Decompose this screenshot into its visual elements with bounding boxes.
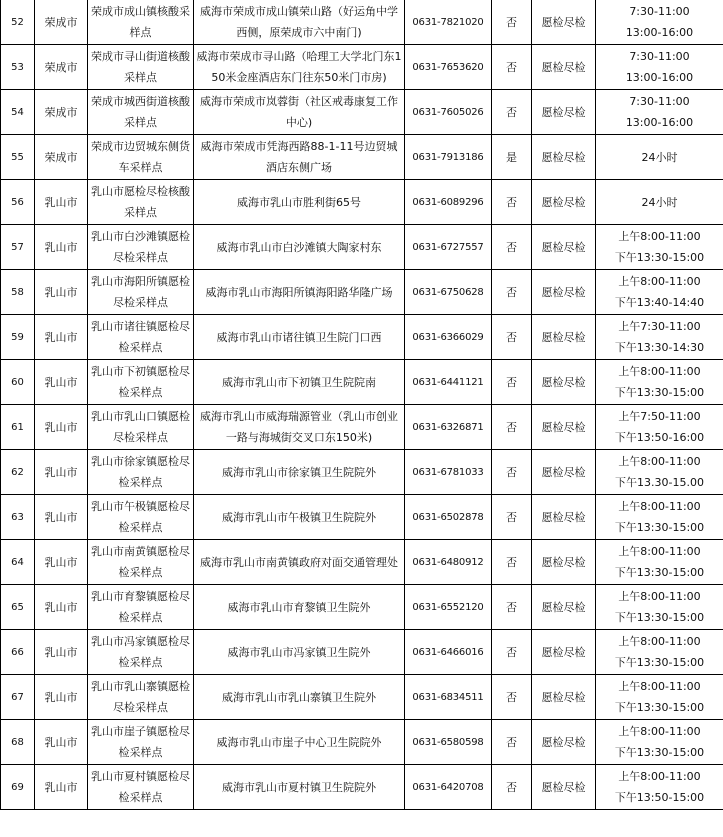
- hours-line: 上午8:00-11:00: [618, 725, 701, 738]
- scope-cell: 愿检尽检: [532, 540, 596, 585]
- address-cell: 威海市荣成市寻山路（哈理工大学北门东150米金座酒店东门往东50米门市房): [194, 45, 405, 90]
- hours-line: 上午7:30-11:00: [618, 320, 701, 333]
- address-cell: 威海市乳山市海阳所镇海阳路华隆广场: [194, 270, 405, 315]
- phone-cell: 0631-6326871: [405, 405, 492, 450]
- address-cell: 威海市荣成市凭海西路88-1-11号边贸城酒店东侧广场: [194, 135, 405, 180]
- scope-cell: 愿检尽检: [532, 225, 596, 270]
- table-row: [1, 720, 723, 765]
- hours-line: 下午13:30-15:00: [614, 746, 705, 759]
- hours-cell: [596, 585, 723, 630]
- site-name-cell: 乳山市夏村镇愿检尽检采样点: [88, 765, 194, 810]
- phone-cell: 0631-7605026: [405, 90, 492, 135]
- hours-line: 上午8:00-11:00: [618, 230, 701, 243]
- scope-cell: 愿检尽检: [532, 405, 596, 450]
- hours-cell: [596, 45, 723, 90]
- hours-cell: [596, 315, 723, 360]
- site-name-cell: 乳山市诸往镇愿检尽检采样点: [88, 315, 194, 360]
- hours-line: 下午13:30-15:00: [614, 386, 705, 399]
- hours-cell: [596, 675, 723, 720]
- hours-line: 13:00-16:00: [625, 71, 694, 84]
- city-cell: 乳山市: [35, 225, 88, 270]
- table-row: [1, 765, 723, 810]
- hours-line: 7:30-11:00: [629, 5, 690, 18]
- hours-line: 24小时: [641, 150, 678, 164]
- row-number: 53: [1, 45, 35, 90]
- city-cell: 乳山市: [35, 405, 88, 450]
- site-name-cell: 乳山市海阳所镇愿检尽检采样点: [88, 270, 194, 315]
- scope-cell: 愿检尽检: [532, 90, 596, 135]
- site-name-cell: 荣成市成山镇核酸采样点: [88, 0, 194, 45]
- fee-flag-cell: 否: [492, 405, 532, 450]
- row-number: 59: [1, 315, 35, 360]
- fee-flag-cell: 否: [492, 450, 532, 495]
- hours-cell: [596, 360, 723, 405]
- hours-line: 上午8:00-11:00: [618, 500, 701, 513]
- scope-cell: 愿检尽检: [532, 585, 596, 630]
- hours-line: 下午13.30-15.00: [615, 476, 704, 489]
- hours-cell: [596, 765, 723, 810]
- address-cell: 威海市乳山市午极镇卫生院院外: [194, 495, 405, 540]
- hours-cell: [596, 0, 723, 45]
- fee-flag-cell: 否: [492, 45, 532, 90]
- table-row: [1, 360, 723, 405]
- fee-flag-cell: 否: [492, 225, 532, 270]
- hours-line: 下午13:50-16:00: [614, 431, 705, 444]
- row-number: 65: [1, 585, 35, 630]
- row-number: 63: [1, 495, 35, 540]
- hours-cell: [596, 540, 723, 585]
- row-number: 66: [1, 630, 35, 675]
- site-name-cell: 荣成市边贸城东侧货车采样点: [88, 135, 194, 180]
- scope-cell: 愿检尽检: [532, 720, 596, 765]
- site-name-cell: 乳山市乳山口镇愿检尽检采样点: [88, 405, 194, 450]
- hours-line: 上午8:00-11:00: [618, 680, 701, 693]
- phone-cell: 0631-6480912: [405, 540, 492, 585]
- hours-line: 上午8:00-11:00: [618, 455, 701, 468]
- hours-cell: [596, 405, 723, 450]
- site-name-cell: 乳山市育黎镇愿检尽检采样点: [88, 585, 194, 630]
- hours-line: 上午8:00-11:00: [618, 365, 701, 378]
- site-name-cell: 荣成市寻山街道核酸采样点: [88, 45, 194, 90]
- site-name-cell: 乳山市冯家镇愿检尽检采样点: [88, 630, 194, 675]
- table-body: [1, 0, 723, 810]
- hours-cell: [596, 180, 723, 225]
- row-number: 64: [1, 540, 35, 585]
- hours-line: 下午13:40-14:40: [614, 296, 705, 309]
- city-cell: 乳山市: [35, 180, 88, 225]
- hours-line: 上午8:00-11:00: [618, 770, 701, 783]
- fee-flag-cell: 否: [492, 315, 532, 360]
- site-name-cell: 乳山市徐家镇愿检尽检采样点: [88, 450, 194, 495]
- fee-flag-cell: 否: [492, 630, 532, 675]
- scope-cell: 愿检尽检: [532, 270, 596, 315]
- city-cell: 乳山市: [35, 495, 88, 540]
- phone-cell: 0631-6441121: [405, 360, 492, 405]
- hours-cell: [596, 630, 723, 675]
- phone-cell: 0631-6552120: [405, 585, 492, 630]
- table-row: [1, 90, 723, 135]
- hours-line: 13:00-16:00: [625, 116, 694, 129]
- row-number: 67: [1, 675, 35, 720]
- row-number: 68: [1, 720, 35, 765]
- row-number: 56: [1, 180, 35, 225]
- city-cell: 乳山市: [35, 315, 88, 360]
- fee-flag-cell: 否: [492, 180, 532, 225]
- fee-flag-cell: 否: [492, 0, 532, 45]
- hours-cell: [596, 135, 723, 180]
- phone-cell: 0631-6466016: [405, 630, 492, 675]
- city-cell: 乳山市: [35, 720, 88, 765]
- table-row: [1, 540, 723, 585]
- hours-cell: [596, 495, 723, 540]
- hours-cell: [596, 90, 723, 135]
- scope-cell: 愿检尽检: [532, 45, 596, 90]
- table-row: [1, 495, 723, 540]
- hours-line: 下午13:30-14:30: [614, 341, 705, 354]
- scope-cell: 愿检尽检: [532, 675, 596, 720]
- fee-flag-cell: 否: [492, 720, 532, 765]
- city-cell: 荣成市: [35, 90, 88, 135]
- phone-cell: 0631-7913186: [405, 135, 492, 180]
- city-cell: 乳山市: [35, 675, 88, 720]
- scope-cell: 愿检尽检: [532, 450, 596, 495]
- table-row: [1, 0, 723, 45]
- hours-line: 下午13:50-15:00: [614, 791, 705, 804]
- hours-cell: [596, 720, 723, 765]
- city-cell: 乳山市: [35, 765, 88, 810]
- phone-cell: 0631-6781033: [405, 450, 492, 495]
- city-cell: 乳山市: [35, 270, 88, 315]
- site-name-cell: 乳山市南黄镇愿检尽检采样点: [88, 540, 194, 585]
- table-row: [1, 45, 723, 90]
- row-number: 57: [1, 225, 35, 270]
- hours-line: 上午8:00-11:00: [618, 275, 701, 288]
- site-name-cell: 乳山市午极镇愿检尽检采样点: [88, 495, 194, 540]
- site-name-cell: 乳山市愿检尽检核酸采样点: [88, 180, 194, 225]
- fee-flag-cell: 否: [492, 765, 532, 810]
- hours-line: 下午13:30-15:00: [614, 656, 705, 669]
- table-row: [1, 270, 723, 315]
- hours-line: 上午8:00-11:00: [618, 590, 701, 603]
- hours-line: 下午13:30-15:00: [614, 566, 705, 579]
- site-name-cell: 乳山市白沙滩镇愿检尽检采样点: [88, 225, 194, 270]
- phone-cell: 0631-6750628: [405, 270, 492, 315]
- table-row: [1, 315, 723, 360]
- phone-cell: 0631-6366029: [405, 315, 492, 360]
- address-cell: 威海市荣成市成山镇荣山路（好运角中学西侧，原荣成市六中南门): [194, 0, 405, 45]
- address-cell: 威海市乳山市胜利街65号: [194, 180, 405, 225]
- city-cell: 荣成市: [35, 45, 88, 90]
- row-number: 60: [1, 360, 35, 405]
- fee-flag-cell: 否: [492, 585, 532, 630]
- table-row: [1, 135, 723, 180]
- fee-flag-cell: 否: [492, 540, 532, 585]
- address-cell: 威海市乳山市夏村镇卫生院院外: [194, 765, 405, 810]
- hours-line: 上午8:00-11:00: [618, 635, 701, 648]
- table-row: [1, 225, 723, 270]
- row-number: 55: [1, 135, 35, 180]
- table-row: [1, 405, 723, 450]
- hours-line: 上午8:00-11:00: [618, 545, 701, 558]
- address-cell: 威海市乳山市育黎镇卫生院外: [194, 585, 405, 630]
- site-name-cell: 乳山市崖子镇愿检尽检采样点: [88, 720, 194, 765]
- city-cell: 乳山市: [35, 450, 88, 495]
- fee-flag-cell: 否: [492, 90, 532, 135]
- address-cell: 威海市乳山市南黄镇政府对面交通管理处: [194, 540, 405, 585]
- hours-line: 下午13:30-15:00: [614, 701, 705, 714]
- row-number: 58: [1, 270, 35, 315]
- address-cell: 威海市乳山市乳山寨镇卫生院外: [194, 675, 405, 720]
- phone-cell: 0631-6420708: [405, 765, 492, 810]
- hours-line: 下午13:30-15:00: [614, 611, 705, 624]
- scope-cell: 愿检尽检: [532, 495, 596, 540]
- hours-line: 7:30-11:00: [629, 50, 690, 63]
- phone-cell: 0631-6580598: [405, 720, 492, 765]
- address-cell: 威海市乳山市徐家镇卫生院院外: [194, 450, 405, 495]
- phone-cell: 0631-6089296: [405, 180, 492, 225]
- city-cell: 乳山市: [35, 585, 88, 630]
- scope-cell: 愿检尽检: [532, 360, 596, 405]
- phone-cell: 0631-7821020: [405, 0, 492, 45]
- site-name-cell: 乳山市下初镇愿检尽检采样点: [88, 360, 194, 405]
- address-cell: 威海市乳山市冯家镇卫生院外: [194, 630, 405, 675]
- hours-line: 24小时: [641, 195, 678, 209]
- city-cell: 乳山市: [35, 360, 88, 405]
- hours-line: 13:00-16:00: [625, 26, 694, 39]
- hours-line: 下午13:30-15:00: [614, 251, 705, 264]
- phone-cell: 0631-6502878: [405, 495, 492, 540]
- row-number: 69: [1, 765, 35, 810]
- scope-cell: 愿检尽检: [532, 0, 596, 45]
- address-cell: 威海市乳山市白沙滩镇大陶家村东: [194, 225, 405, 270]
- fee-flag-cell: 否: [492, 675, 532, 720]
- fee-flag-cell: 否: [492, 495, 532, 540]
- scope-cell: 愿检尽检: [532, 630, 596, 675]
- hours-cell: [596, 225, 723, 270]
- address-cell: 威海市乳山市威海瑞源管业（乳山市创业一路与海城街交叉口东150米): [194, 405, 405, 450]
- site-name-cell: 乳山市乳山寨镇愿检尽检采样点: [88, 675, 194, 720]
- hours-line: 7:30-11:00: [629, 95, 690, 108]
- address-cell: 威海市乳山市下初镇卫生院院南: [194, 360, 405, 405]
- address-cell: 威海市荣成市岚蓉街（社区戒毒康复工作中心): [194, 90, 405, 135]
- scope-cell: 愿检尽检: [532, 135, 596, 180]
- fee-flag-cell: 否: [492, 270, 532, 315]
- city-cell: 乳山市: [35, 540, 88, 585]
- table-row: [1, 180, 723, 225]
- city-cell: 荣成市: [35, 0, 88, 45]
- scope-cell: 愿检尽检: [532, 765, 596, 810]
- site-name-cell: 荣成市城西街道核酸采样点: [88, 90, 194, 135]
- phone-cell: 0631-7653620: [405, 45, 492, 90]
- phone-cell: 0631-6727557: [405, 225, 492, 270]
- row-number: 61: [1, 405, 35, 450]
- hours-cell: [596, 270, 723, 315]
- address-cell: 威海市乳山市崖子中心卫生院院外: [194, 720, 405, 765]
- table-row: [1, 450, 723, 495]
- fee-flag-cell: 是: [492, 135, 532, 180]
- scope-cell: 愿检尽检: [532, 180, 596, 225]
- row-number: 62: [1, 450, 35, 495]
- hours-line: 下午13:30-15:00: [614, 521, 705, 534]
- city-cell: 乳山市: [35, 630, 88, 675]
- table-row: [1, 675, 723, 720]
- table-row: [1, 630, 723, 675]
- address-cell: 威海市乳山市诸往镇卫生院门口西: [194, 315, 405, 360]
- scope-cell: 愿检尽检: [532, 315, 596, 360]
- fee-flag-cell: 否: [492, 360, 532, 405]
- hours-cell: [596, 450, 723, 495]
- row-number: 52: [1, 0, 35, 45]
- city-cell: 荣成市: [35, 135, 88, 180]
- phone-cell: 0631-6834511: [405, 675, 492, 720]
- row-number: 54: [1, 90, 35, 135]
- hours-line: 上午7:50-11:00: [618, 410, 701, 423]
- table-row: [1, 585, 723, 630]
